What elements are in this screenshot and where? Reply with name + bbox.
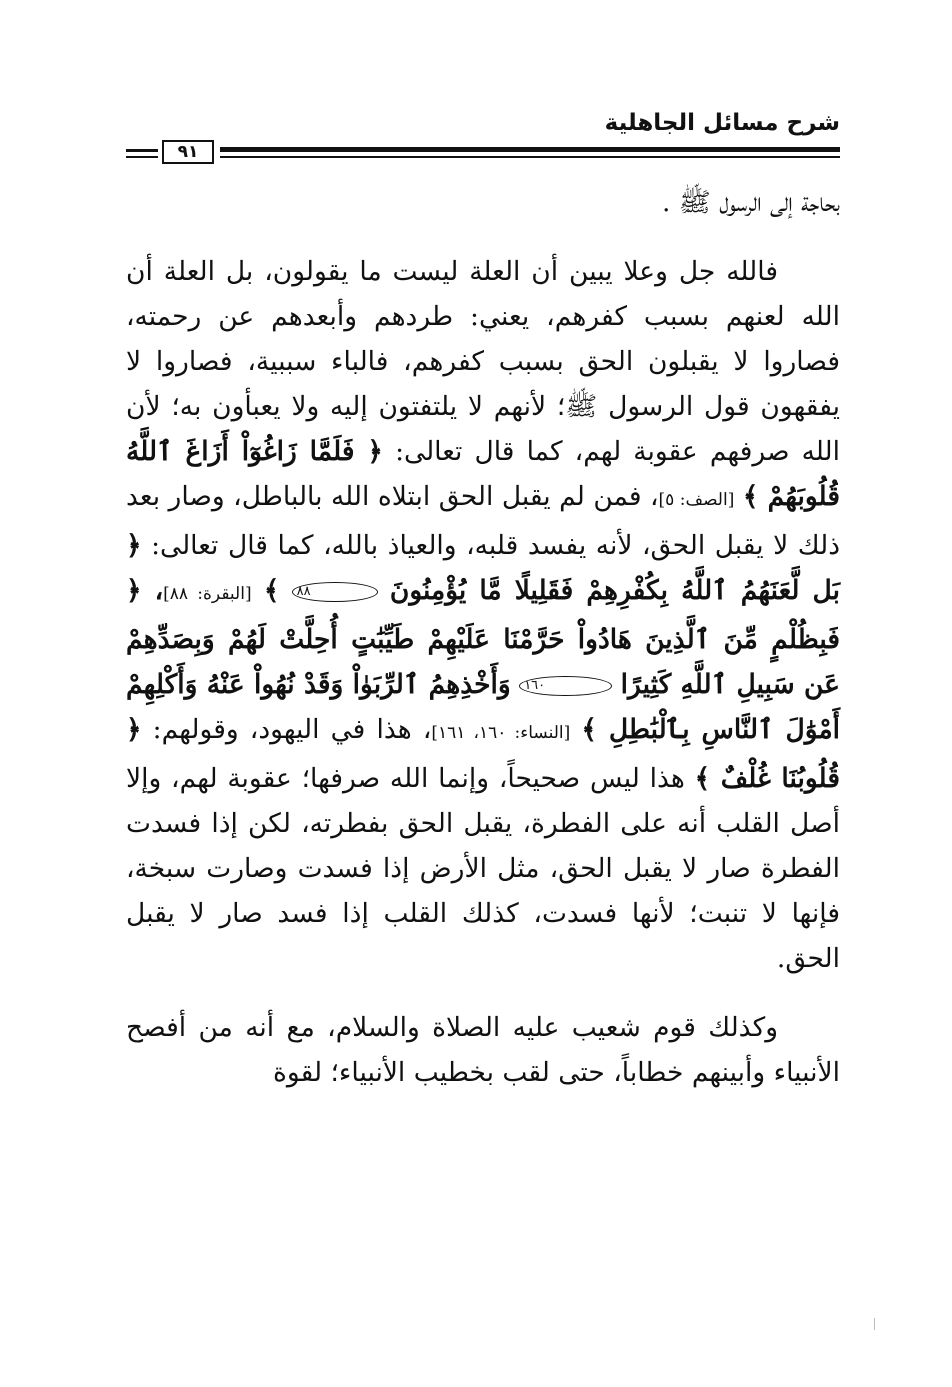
quran-reference: [البقرة: ٨٨] (163, 584, 252, 604)
quran-quote: ﴿ بَل لَّعَنَهُمُ ٱللَّهُ بِكُفْرِهِمْ فَقَلِيلًا مَّا يُؤْمِنُونَ (126, 530, 840, 606)
quran-quote: وَأَخْذِهِمُ ٱلرِّبَوٰاْ وَقَدْ نُهُواْ عَنْهُ وَأَكْلِهِمْ أَمْوَٰلَ ٱلنَّاسِ بِٱلْبَٰطِلِ ﴾ (126, 669, 840, 745)
header-rule-thin (220, 156, 840, 158)
quran-quote-end: ﴾ (263, 575, 280, 606)
quran-reference: [النساء: ١٦٠، ١٦١] (431, 723, 571, 743)
paragraph-2 (126, 249, 840, 981)
text-segment: هذا ليس صحيحاً، وإنما الله صرفها؛ عقوبة لهم، وإلا أصل القلب أنه على الفطرة، يقبل الحق بفطرته، لكن إذا فسدت الفطرة صار لا يقبل الحق، مثل الأرض إذا فسدت وصارت سبخة، فإنها لا تنبت؛ لأنها فسدت، كذلك القلب إذا فسد صار لا يقبل الحق. (126, 763, 840, 974)
running-header-title: شرح مسائل الجاهلية (604, 110, 840, 136)
paragraph-1: بحاجة إلى الرسول ﷺ . (661, 187, 840, 218)
text-segment: ، فمن لم يقبل الحق ابتلاه الله بالباطل، وصار بعد ذلك لا يقبل الحق، لأنه يفسد قلبه، والعياذ بالله، كما قال تعالى: (126, 481, 840, 561)
paragraph-3: وكذلك قوم شعيب عليه الصلاة والسلام، مع أنه من أفصح الأنبياء وأبينهم خطاباً، حتى لقب بخطيب الأنبياء؛ لقوة (126, 1012, 840, 1088)
quran-quote: ﴿ قُلُوبُنَا غُلْفٌ ﴾ (126, 714, 840, 794)
text-segment: ، هذا في اليهود، وقولهم: (152, 714, 432, 745)
ayah-number-marker: ٨٨ (292, 582, 378, 602)
ayah-number-marker: ١٦٠ (519, 676, 612, 696)
quran-quote: ﴿ فَلَمَّا زَاغُوٓاْ أَزَاغَ ٱللَّهُ قُلُوبَهُمْ ﴾ (126, 436, 840, 512)
header-rule-left-upper (126, 149, 158, 152)
quran-quote: ، ﴿ فَبِظُلْمٍ مِّنَ ٱلَّذِينَ هَادُواْ حَرَّمْنَا عَلَيْهِمْ طَيِّبَٰتٍ أُحِلَّتْ لَهُمْ وَبِصَدِّهِمْ عَن سَبِيلِ ٱللَّهِ كَثِيرًا (126, 575, 840, 700)
quran-reference: [الصف: ٥] (658, 490, 735, 510)
text-segment: فالله جل وعلا يبين أن العلة ليست ما يقولون، بل العلة أن الله لعنهم بسبب كفرهم، يعني: طردهم وأبعدهم عن رحمته، فصاروا لا يقبلون الحق بسبب كفرهم، فالباء سببية، فصاروا لا يفقهون قول الرسول ﷺ؛ لأنهم لا يلتفتون إليه ولا يعبأون به؛ لأن الله صرفهم عقوبة لهم، كما قال تعالى: (126, 256, 840, 467)
page-number: ٩١ (162, 140, 214, 164)
header-rule-left-lower (126, 156, 158, 158)
scan-margin-mark (874, 1318, 875, 1330)
header-rule-thick (220, 147, 840, 152)
page-body (126, 180, 840, 1095)
